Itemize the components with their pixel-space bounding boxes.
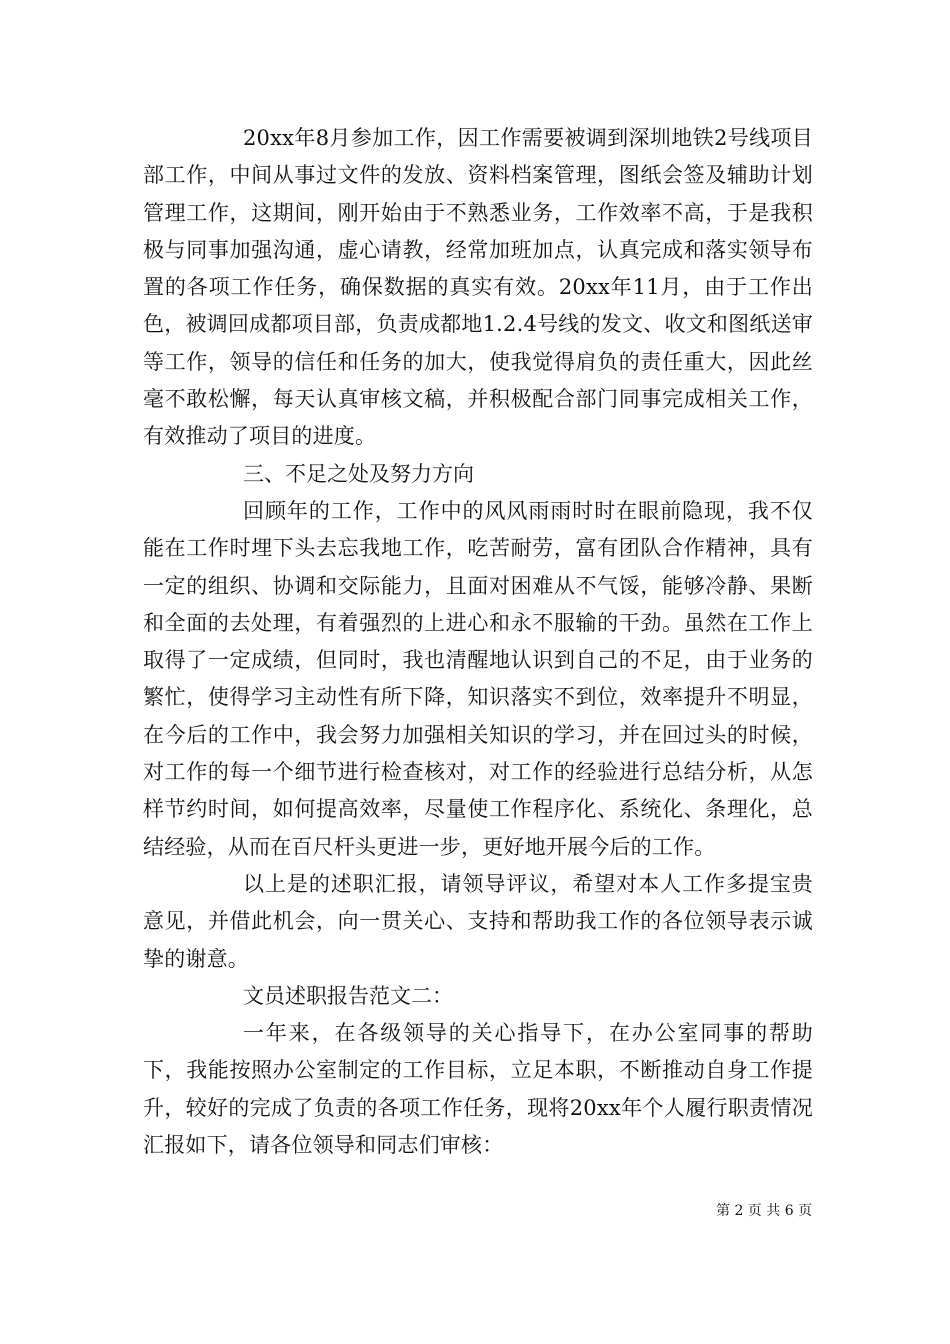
- page-number-footer: 第 2 页 共 6 页: [716, 1203, 813, 1219]
- section-heading-sample-two: 文员述职报告范文二：: [243, 983, 453, 1008]
- document-body: [143, 120, 813, 1164]
- section-heading-shortcomings: 三、不足之处及努力方向: [243, 461, 474, 486]
- paragraph-review: 回顾年的工作，工作中的风风雨雨时时在眼前隐现，我不仅能在工作时埋下头去忘我地工作，吃苦耐劳，富有团队合作精神，具有一定的组织、协调和交际能力，且面对困难从不气馁，能够冷静、果断和全面的去处理，有着强烈的上进心和永不服输的干劲。虽然在工作上取得了一定成绩，但同时，我也清醒地认识到自己的不足，由于业务的繁忙，使得学习主动性有所下降，知识落实不到位，效率提升不明显，在今后的工作中，我会努力加强相关知识的学习，并在回过头的时候，对工作的每一个细节进行检查核对，对工作的经验进行总结分析，从怎样节约时间，如何提高效率，尽量使工作程序化、系统化、条理化，总结经验，从而在百尺杆头更进一步，更好地开展今后的工作。: [143, 498, 813, 859]
- paragraph-closing: 以上是的述职汇报，请领导评议，希望对本人工作多提宝贵意见，并借此机会，向一贯关心、支持和帮助我工作的各位领导表示诚挚的谢意。: [143, 871, 813, 971]
- paragraph-work-history: 20xx年8月参加工作，因工作需要被调到深圳地铁2号线项目部工作，中间从事过文件的发放、资料档案管理，图纸会签及辅助计划管理工作，这期间，刚开始由于不熟悉业务，工作效率不高，于是我积极与同事加强沟通，虚心请教，经常加班加点，认真完成和落实领导布置的各项工作任务，确保数据的真实有效。20xx年11月，由于工作出色，被调回成都项目部，负责成都地1.2.4号线的发文、收文和图纸送审等工作，领导的信任和任务的加大，使我觉得肩负的责任重大，因此丝毫不敢松懈，每天认真审核文稿，并积极配合部门同事完成相关工作，有效推动了项目的进度。: [143, 126, 813, 449]
- paragraph-sample-two-intro: 一年来，在各级领导的关心指导下，在办公室同事的帮助下，我能按照办公室制定的工作目标，立足本职，不断推动自身工作提升，较好的完成了负责的各项工作任务，现将20xx年个人履行职责情况汇报如下，请各位领导和同志们审核：: [143, 1021, 813, 1158]
